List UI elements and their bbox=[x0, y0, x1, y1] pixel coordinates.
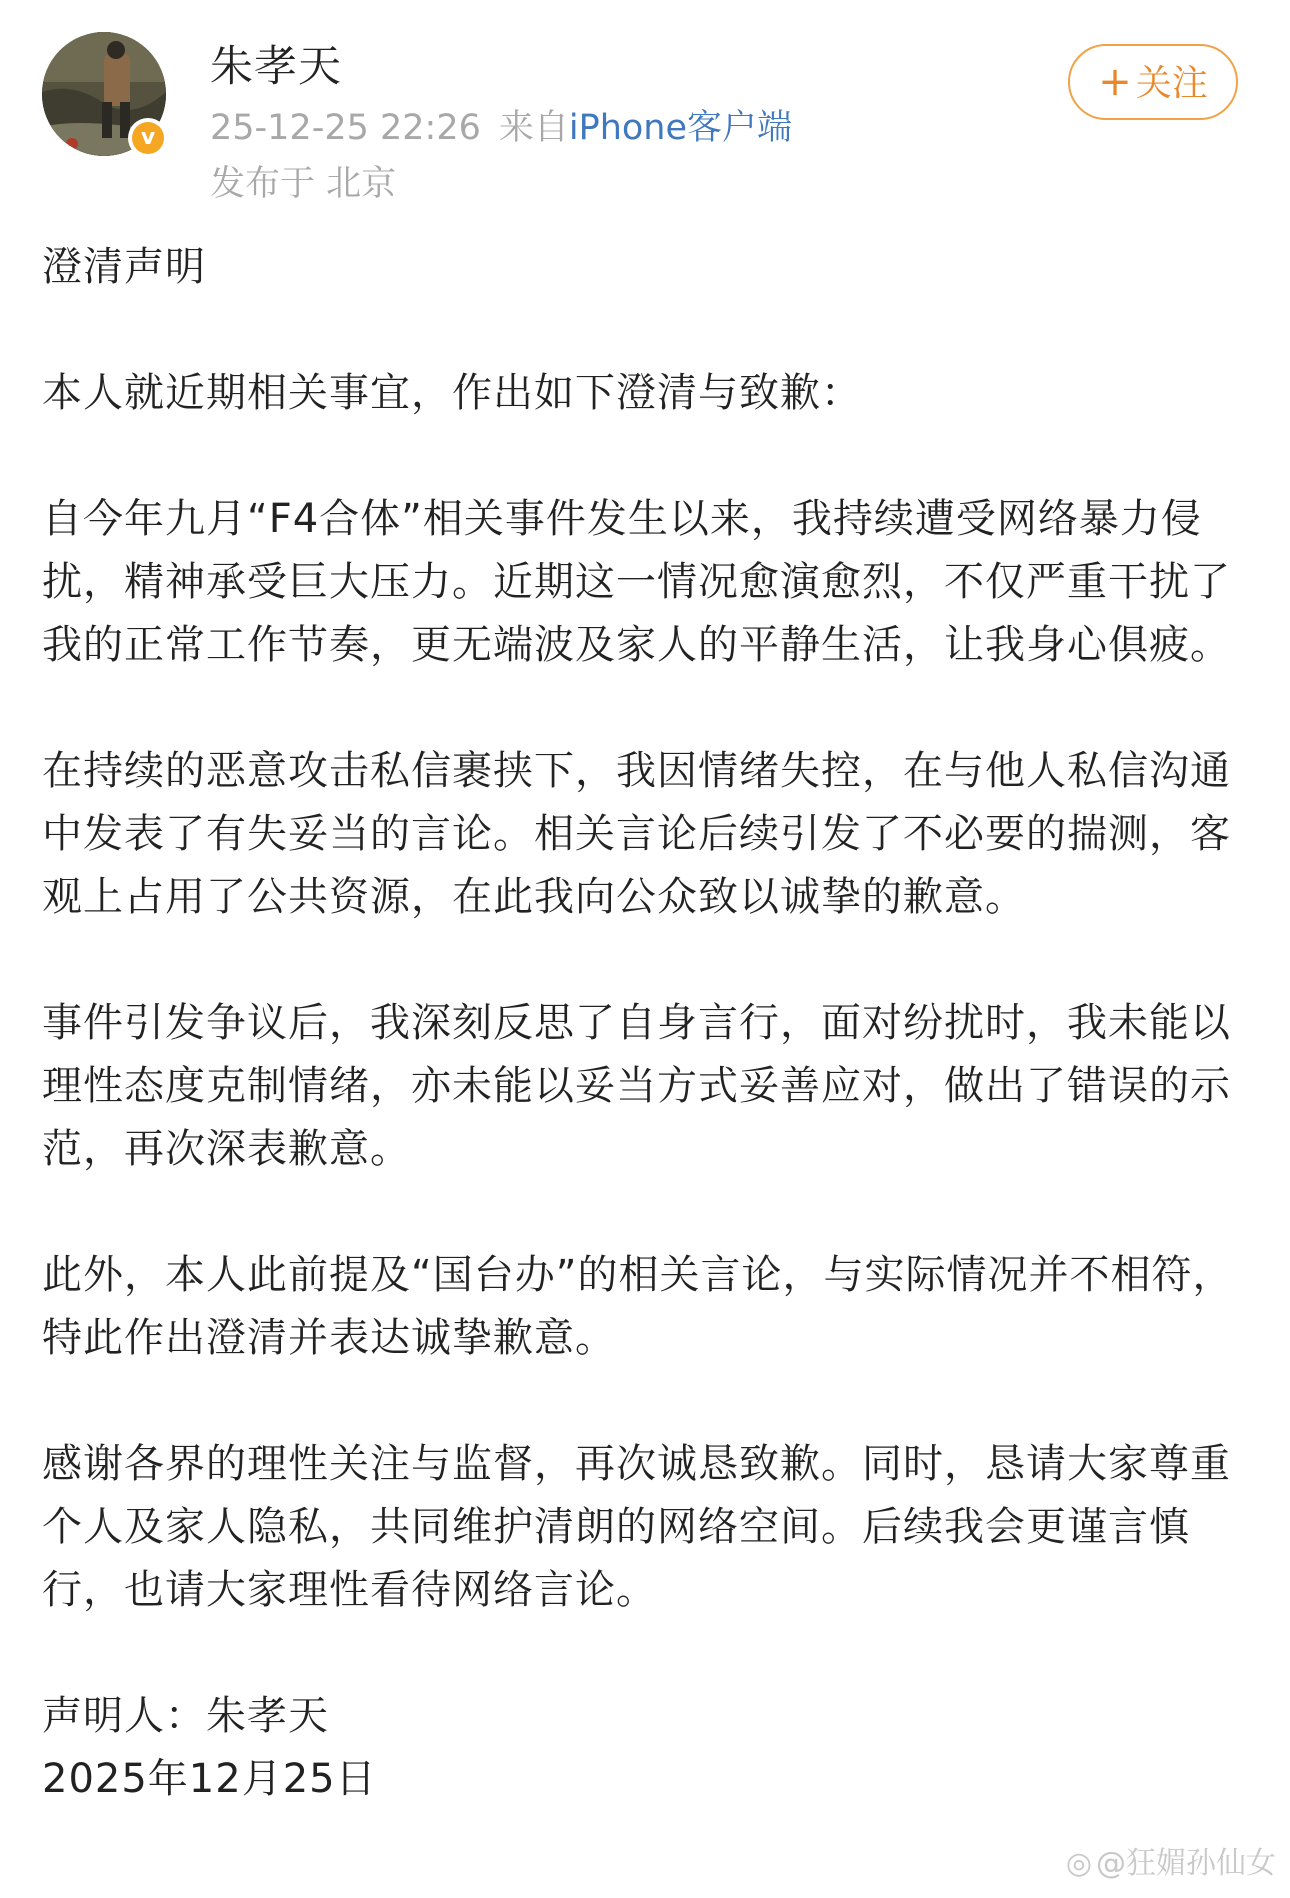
post-paragraph: 此外，本人此前提及“国台办”的相关言论，与实际情况并不相符，特此作出澄清并表达诚挚歉意。 bbox=[42, 1252, 1234, 1361]
plus-icon: + bbox=[1098, 59, 1132, 105]
post-paragraph: 自今年九月“F4合体”相关事件发生以来，我持续遭受网络暴力侵扰，精神承受巨大压力。近期这一情况愈演愈烈，不仅严重干扰了我的正常工作节奏，更无端波及家人的平静生活，让我身心俱疲。 bbox=[42, 496, 1231, 668]
source-prefix: 来自 bbox=[498, 108, 569, 148]
post-paragraph: 在持续的恶意攻击私信裹挟下，我因情绪失控，在与他人私信沟通中发表了有失妥当的言论。相关言论后续引发了不必要的揣测，客观上占用了公共资源，在此我向公众致以诚挚的歉意。 bbox=[42, 748, 1231, 920]
post-body bbox=[42, 236, 1242, 1811]
follow-button[interactable] bbox=[1068, 44, 1238, 120]
post-date: 2025年12月25日 bbox=[42, 1756, 377, 1802]
post-timestamp: 25-12-25 22:26 bbox=[210, 108, 481, 148]
username[interactable]: 朱孝天 bbox=[210, 42, 342, 92]
weibo-icon: ◎ bbox=[1065, 1846, 1092, 1881]
post-header bbox=[0, 0, 1290, 220]
follow-label: 关注 bbox=[1135, 63, 1208, 104]
watermark bbox=[1066, 1844, 1276, 1884]
watermark-text: @狂媚孙仙女 bbox=[1096, 1846, 1276, 1881]
verified-badge-icon: v bbox=[128, 118, 168, 158]
post-meta bbox=[210, 104, 792, 152]
post-paragraph: 事件引发争议后，我深刻反思了自身言行，面对纷扰时，我未能以理性态度克制情绪，亦未能以妥当方式妥善应对，做出了错误的示范，再次深表歉意。 bbox=[42, 1000, 1231, 1172]
post-paragraph: 本人就近期相关事宜，作出如下澄清与致歉： bbox=[42, 370, 862, 416]
post-paragraph: 感谢各界的理性关注与监督，再次诚恳致歉。同时，恳请大家尊重个人及家人隐私，共同维护清朗的网络空间。后续我会更谨言慎行，也请大家理性看待网络言论。 bbox=[42, 1441, 1231, 1613]
post-title: 澄清声明 bbox=[42, 244, 206, 290]
client-link[interactable]: iPhone客户端 bbox=[568, 108, 793, 148]
post-location: 发布于 北京 bbox=[210, 164, 397, 204]
post-signature: 声明人：朱孝天 bbox=[42, 1693, 329, 1739]
